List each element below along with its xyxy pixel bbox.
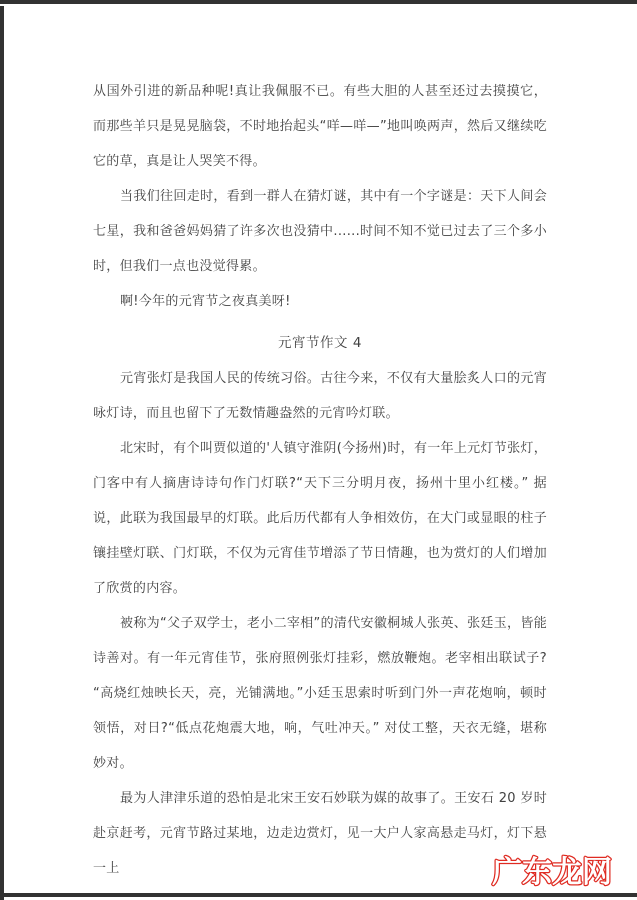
section-heading: 元宵节作文 4 (278, 335, 362, 351)
paragraph: 被称为“父子双学士，老小二宰相”的清代安徽桐城人张英、张廷玉，皆能诗善对。有一年元宵佳节，张府照例张灯挂彩，燃放鞭炮。老宰相出联试子?“高烧红烛映长天，亮，光铺满地。”小廷玉思索时听到门外一声花炮响，顿时领悟，对日?“低点花炮震大地，响，气吐冲天。” 对仗工整，天衣无缝，堪称妙对。 (93, 616, 547, 771)
watermark-text: 广东龙网 (492, 855, 612, 890)
watermark-logo (490, 845, 622, 895)
essay-content (93, 74, 547, 886)
paragraph: 从国外引进的新品种呢!真让我佩服不已。有些大胆的人甚至还过去摸摸它，而那些羊只是晃晃脑袋，不时地抬起头“咩—咩—”地叫唤两声，然后又继续吃它的草，真是让人哭笑不得。 (93, 84, 547, 169)
watermark-svg (490, 845, 622, 895)
paragraph: 最为人津津乐道的恐怕是北宋王安石妙联为媒的故事了。王安石 20 岁时赴京赶考，元宵节路过某地，边走边赏灯，见一大户人家高悬走马灯，灯下悬一上 (93, 791, 547, 876)
paragraph: 啊!今年的元宵节之夜真美呀! (120, 294, 291, 309)
paragraph: 北宋时，有个叫贾似道的'人镇守淮阴(今扬州)时，有一年上元灯节张灯，门客中有人摘唐诗诗句作门灯联?“天下三分明月夜，扬州十里小红楼。” 据说，此联为我国最早的灯联。此后历代都有人争相效仿，在大门或显眼的柱子镶挂壁灯联、门灯联，不仅为元宵佳节增添了节日情趣，也为赏灯的人们增加了欣赏的内容。 (93, 441, 547, 596)
paragraph: 当我们往回走时，看到一群人在猜灯谜，其中有一个字谜是：天下人间会七星，我和爸爸妈妈猜了许多次也没猜中......时间不知不觉已过去了三个多小时，但我们一点也没觉得累。 (93, 189, 547, 274)
page-border-left (0, 6, 4, 900)
paragraph: 元宵张灯是我国人民的传统习俗。古往今来，不仅有大量脍炙人口的元宵咏灯诗，而且也留下了无数情趣盎然的元宵吟灯联。 (93, 371, 547, 421)
page-border-top (0, 0, 637, 4)
